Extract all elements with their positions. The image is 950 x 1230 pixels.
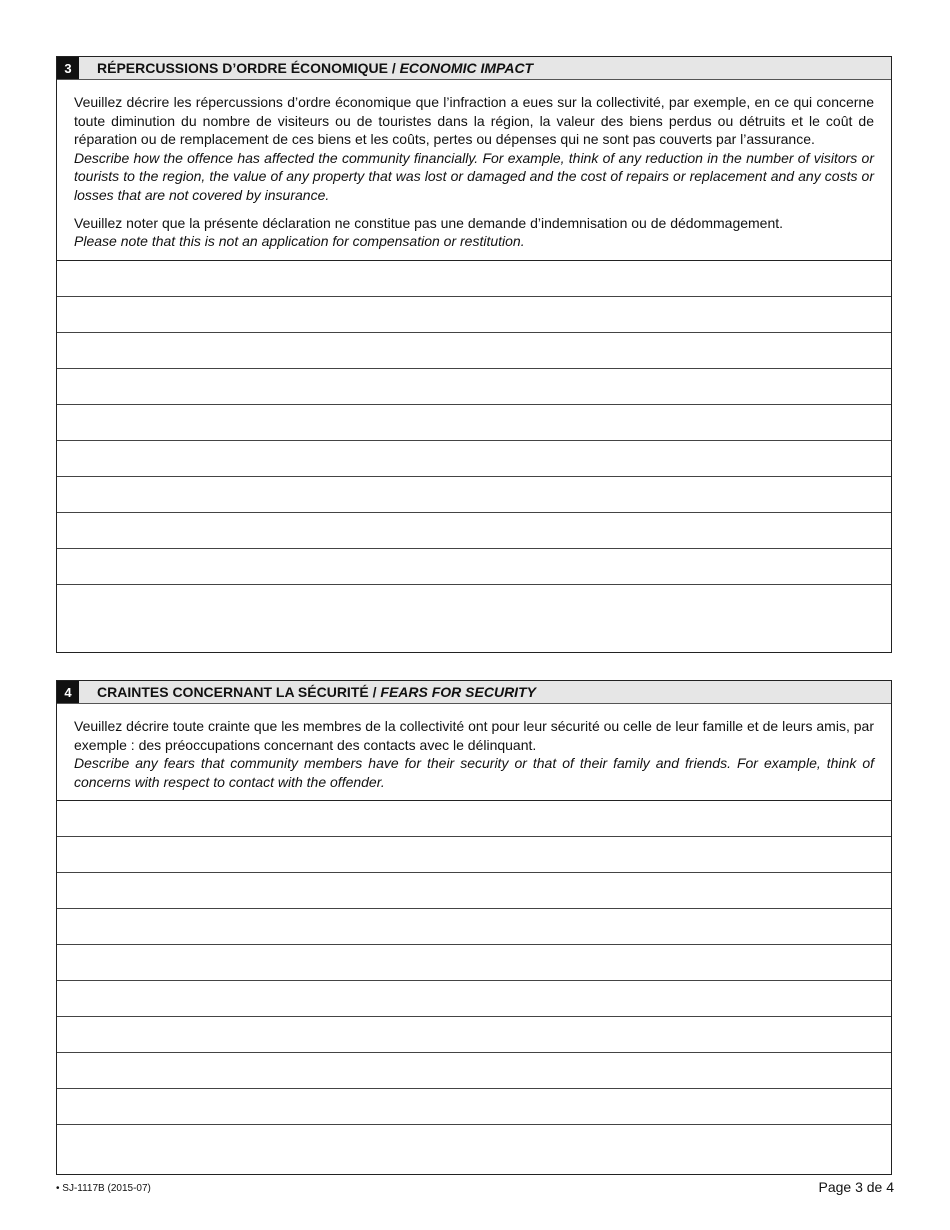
instruction-en: Describe any fears that community members have for their security or that of their family and friends. For example, think of concerns with respect to contact with the offender. (74, 755, 874, 790)
instruction-fr: Veuillez décrire toute crainte que les membres de la collectivité ont pour leur sécurité ou celle de leur famille et de leurs amis, par exemple : des préoccupations concernant des contacts avec le délinquant. (74, 718, 874, 753)
section-title (97, 60, 533, 76)
section-header (57, 681, 891, 704)
answer-line[interactable] (57, 585, 891, 621)
answer-line[interactable] (57, 405, 891, 441)
form-id: • SJ-1117B (2015-07) (56, 1183, 151, 1194)
section-title-fr: CRAINTES CONCERNANT LA SÉCURITÉ / (97, 684, 381, 700)
answer-line[interactable] (57, 1089, 891, 1125)
section-economic-impact (56, 56, 892, 653)
answer-line[interactable] (57, 513, 891, 549)
instructions (57, 80, 891, 260)
section-title-en: ECONOMIC IMPACT (399, 60, 534, 76)
instructions (57, 704, 891, 800)
section-title-en: FEARS FOR SECURITY (380, 684, 536, 700)
answer-line[interactable] (57, 297, 891, 333)
answer-line[interactable] (57, 1125, 891, 1161)
answer-line[interactable] (57, 261, 891, 297)
answer-line[interactable] (57, 1053, 891, 1089)
instruction-en: Describe how the offence has affected the community financially. For example, think of any reduction in the number of visitors or tourists to the region, the value of any property that was lost or damaged and the cost of repairs or replacement and any costs or losses that are not covered by insurance. (74, 149, 874, 203)
answer-line[interactable] (57, 801, 891, 837)
note-fr: Veuillez noter que la présente déclaration ne constitue pas une demande d’indemnisation ou de dédommagement. (74, 214, 784, 231)
answer-line[interactable] (57, 837, 891, 873)
answer-line[interactable] (57, 945, 891, 981)
answer-line[interactable] (57, 477, 891, 513)
answer-line[interactable] (57, 981, 891, 1017)
section-title-fr: RÉPERCUSSIONS D’ORDRE ÉCONOMIQUE / (97, 60, 400, 76)
section-number: 3 (57, 57, 79, 79)
answer-line[interactable] (57, 873, 891, 909)
instruction-fr: Veuillez décrire les répercussions d’ordre économique que l’infraction a eues sur la collectivité, par exemple, en ce qui concerne toute diminution du nombre de visiteurs ou de touristes dans la région, la valeur des biens perdus ou détruits et le coût de réparation ou de remplacement de ces biens et les coûts, pertes ou dépenses qui ne sont pas couverts par l’assurance. (74, 94, 874, 148)
section-title (97, 684, 536, 700)
answer-line[interactable] (57, 441, 891, 477)
section-fears-for-security (56, 680, 892, 1175)
answer-line[interactable] (57, 1017, 891, 1053)
answer-area[interactable] (57, 800, 891, 1161)
answer-line[interactable] (57, 333, 891, 369)
answer-area[interactable] (57, 260, 891, 621)
answer-line[interactable] (57, 909, 891, 945)
section-number: 4 (57, 681, 79, 703)
note-en: Please note that this is not an application for compensation or restitution. (74, 233, 525, 250)
answer-line[interactable] (57, 549, 891, 585)
page-number: Page 3 de 4 (818, 1179, 894, 1195)
answer-line[interactable] (57, 369, 891, 405)
section-header (57, 57, 891, 80)
